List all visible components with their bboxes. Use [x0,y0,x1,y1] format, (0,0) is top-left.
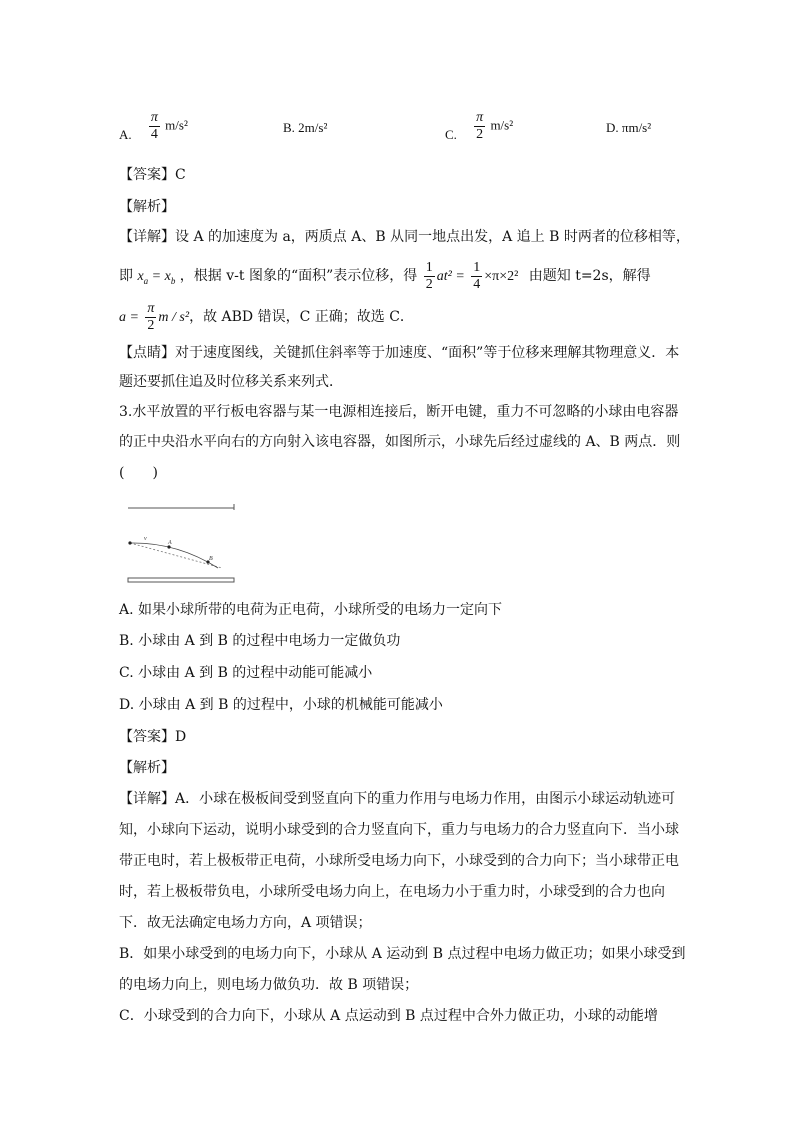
q2-comment-line-2: 题还要抓住追及时位移关系来列式． [119,374,343,390]
q2-detail-line-2 [119,256,651,296]
q3-option-b: B. 小球由 A 到 B 的过程中电场力一定做负功 [119,633,401,649]
fraction-half [424,260,435,293]
text-segment: 由题知 t=2s，解得 [528,268,651,284]
equation-xa-xb: $x_a = x_b$ [137,269,176,286]
q3-analysis-heading: 【解析】 [119,760,175,776]
label-v: v [144,536,147,542]
fraction-denominator: 2 [476,127,484,142]
option-a [119,110,188,150]
option-a-unit: m/s² [165,117,188,133]
fraction-denominator: 2 [147,317,155,333]
q3-stem-line-2: 的正中央沿水平向右的方向射入该电容器，如图所示，小球先后经过虚线的 A、B 两点．则 [119,434,681,450]
text-segment: ，根据 v-t 图象的“面积”表示位移，得 [179,268,418,284]
ball-start [128,541,131,544]
fraction-numerator: π [150,110,158,125]
q3-detail-line-4: 时，若上极板带负电，小球所受电场力向上，在电场力小于重力时，小球受到的合力也向 [119,884,665,900]
fraction-denominator: 4 [150,127,158,142]
option-a-label: A. [119,127,132,143]
q3-detail-line-2: 知，小球向下运动，说明小球受到的合力竖直向下，重力与电场力的合力竖直向下．当小球 [119,822,679,838]
fraction-pi-over-2 [145,301,156,334]
q3-stem-line-3: ( ) [119,465,158,481]
math-expression: at² = [436,269,465,284]
math-expression: a = [119,310,139,325]
fraction-numerator: 1 [425,259,433,275]
q3-detail-line-1: 【详解】A．小球在极板间受到竖直向下的重力作用与电场力作用，由图示小球运动轨迹可 [119,791,676,807]
q2-detail-line-1: 【详解】设 A 的加速度为 a，两质点 A、B 从同一地点出发，A 追上 B 时两者的位移相等， [119,229,690,245]
option-c-label: C. [445,127,457,143]
math-expression: ×π×2² [484,269,519,284]
capacitor-figure [122,498,242,588]
option-b [283,120,327,136]
fraction-denominator: 2 [425,276,433,292]
q3-option-a: A. 如果小球所带的电荷为正电荷，小球所受的电场力一定向下 [119,602,503,618]
q2-detail-line-3 [119,297,414,337]
fraction-numerator: π [476,110,484,125]
text-segment: 即 [119,268,133,284]
q3-detail-line-8: C．小球受到的合力向下，小球从 A 点运动到 B 点过程中合外力做正功，小球的动能增 [119,1008,658,1024]
q3-detail-line-6: B．如果小球受到的电场力向下，小球从 A 运动到 B 点过程中电场力做正功；如果小球受到 [119,946,686,962]
q2-answer: 【答案】C [119,167,186,183]
math-unit: m / s² [158,310,190,325]
q3-detail-line-3: 带正电时，若上极板带正电荷，小球所受电场力向下，小球受到的合力向下；当小球带正电 [119,853,679,869]
fraction-numerator: π [147,300,155,316]
fraction-numerator: 1 [473,259,481,275]
q3-option-d: D. 小球由 A 到 B 的过程中，小球的机械能可能减小 [119,697,443,713]
q2-comment-line-1: 【点睛】对于速度图线，关键抓住斜率等于加速度、“面积”等于位移来理解其物理意义．本 [119,345,680,361]
q3-option-c: C. 小球由 A 到 B 的过程中动能可能减小 [119,665,373,681]
label-b: B [209,556,213,562]
q3-detail-line-5: 下．故无法确定电场力方向，A 项错误； [119,915,372,931]
lower-plate [128,578,234,582]
option-d-text: D. πm/s² [606,120,652,135]
text-segment: ，故 ABD 错误，C 正确；故选 C． [189,309,414,325]
q2-analysis-heading: 【解析】 [119,199,175,215]
q3-detail-line-7: 的电场力向上，则电场力做负功．故 B 项错误； [119,977,419,993]
option-a-fraction [149,110,160,143]
option-c-unit: m/s² [490,117,514,133]
label-a: A [168,540,172,546]
math-symbol: x [137,269,144,284]
option-b-text: B. 2m/s² [283,120,328,135]
option-d [606,120,651,136]
q3-answer: 【答案】D [119,729,187,745]
option-c-fraction [474,110,485,143]
fraction-quarter [471,260,482,293]
fraction-denominator: 4 [473,276,481,292]
q3-stem-line-1: 3.水平放置的平行板电容器与某一电源相连接后，断开电键，重力不可忽略的小球由电容器 [119,404,679,420]
option-c [445,110,513,150]
